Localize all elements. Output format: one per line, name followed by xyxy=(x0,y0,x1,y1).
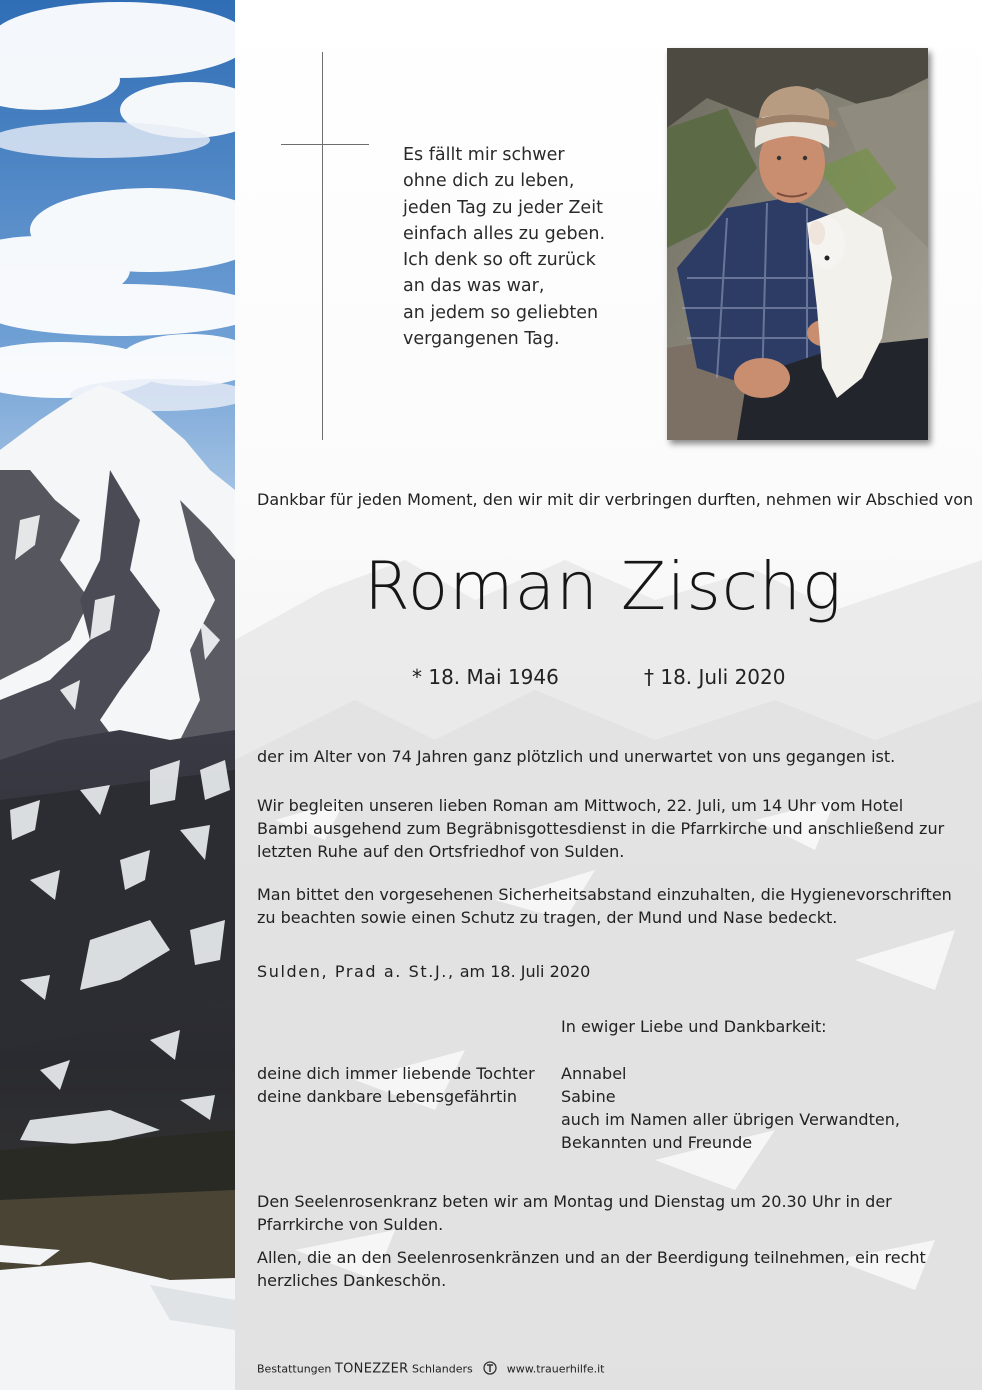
place-and-date xyxy=(257,960,590,983)
rosary-paragraph: Den Seelenrosenkranz beten wir am Montag und Dienstag um 20.30 Uhr in der Pfarrkirche von Sulden. xyxy=(257,1192,892,1234)
poem-line: Ich denk so oft zurück xyxy=(403,250,596,271)
funeral-home-footer xyxy=(257,1361,604,1378)
poem-line: an jedem so geliebten xyxy=(403,302,599,323)
place-location: Sulden, Prad a. St.J., xyxy=(257,962,455,981)
mourner-relation: deine dankbare Lebensgefährtin xyxy=(257,1087,517,1106)
mountain-landscape-image xyxy=(0,0,235,1390)
mourner-relation: deine dich immer liebende Tochter xyxy=(257,1064,535,1083)
footer-town: Schlanders xyxy=(411,1362,473,1376)
cross-horizontal-line xyxy=(281,144,369,145)
footer-prefix: Bestattungen xyxy=(257,1362,332,1376)
thanks-paragraph: Allen, die an den Seelenrosenkränzen und an der Beerdigung teilnehmen, ein recht herzliches Dankeschön. xyxy=(257,1248,926,1290)
place-date: am 18. Juli 2020 xyxy=(459,962,591,981)
poem xyxy=(403,142,643,352)
funeral-paragraph: Wir begleiten unseren lieben Roman am Mittwoch, 22. Juli, um 14 Uhr vom Hotel Bambi ausgehend zum Begräbnisgottesdienst in die Pfarrkirche und anschließend zur letzten Ruhe auf den Ortsfriedhof von Sulden. xyxy=(257,796,945,861)
poem-line: Es fällt mir schwer xyxy=(403,145,565,165)
poem-line: einfach alles zu geben. xyxy=(403,223,606,244)
cross-vertical-line xyxy=(322,52,323,440)
mountain-image-strip xyxy=(0,0,235,1390)
safety-paragraph: Man bittet den vorgesehenen Sicherheitsabstand einzuhalten, die Hygienevorschriften zu beachten sowie einen Schutz zu tragen, der Mund und Nase bedeckt. xyxy=(257,885,952,927)
death-date: † 18. Juli 2020 xyxy=(644,665,786,689)
mourner-name: Sabine xyxy=(561,1087,616,1106)
portrait-image xyxy=(667,48,928,440)
mourner-name: Annabel xyxy=(561,1064,627,1083)
poem-line: an das was war, xyxy=(403,276,545,297)
footer-brand: TONEZZER xyxy=(334,1361,409,1377)
age-paragraph: der im Alter von 74 Jahren ganz plötzlich und unerwartet von uns gegangen ist. xyxy=(257,747,896,766)
mourner-others: auch im Namen aller übrigen Verwandten, xyxy=(561,1110,900,1129)
portrait-photo xyxy=(667,48,928,440)
poem-line: vergangenen Tag. xyxy=(403,329,560,350)
poem-line: jeden Tag zu jeder Zeit xyxy=(403,197,603,218)
birth-date: * 18. Mai 1946 xyxy=(412,665,559,689)
mourners-heading: In ewiger Liebe und Dankbarkeit: xyxy=(561,1017,827,1036)
trauerhilfe-logo-icon xyxy=(482,1361,498,1378)
mourner-others: Bekannten und Freunde xyxy=(561,1133,753,1152)
intro-text: Dankbar für jeden Moment, den wir mit dir verbringen durften, nehmen wir Abschied von xyxy=(257,490,974,509)
poem-line: ohne dich zu leben, xyxy=(403,171,575,192)
deceased-name: Roman Zischg xyxy=(364,548,843,625)
footer-website: www.trauerhilfe.it xyxy=(506,1362,605,1376)
